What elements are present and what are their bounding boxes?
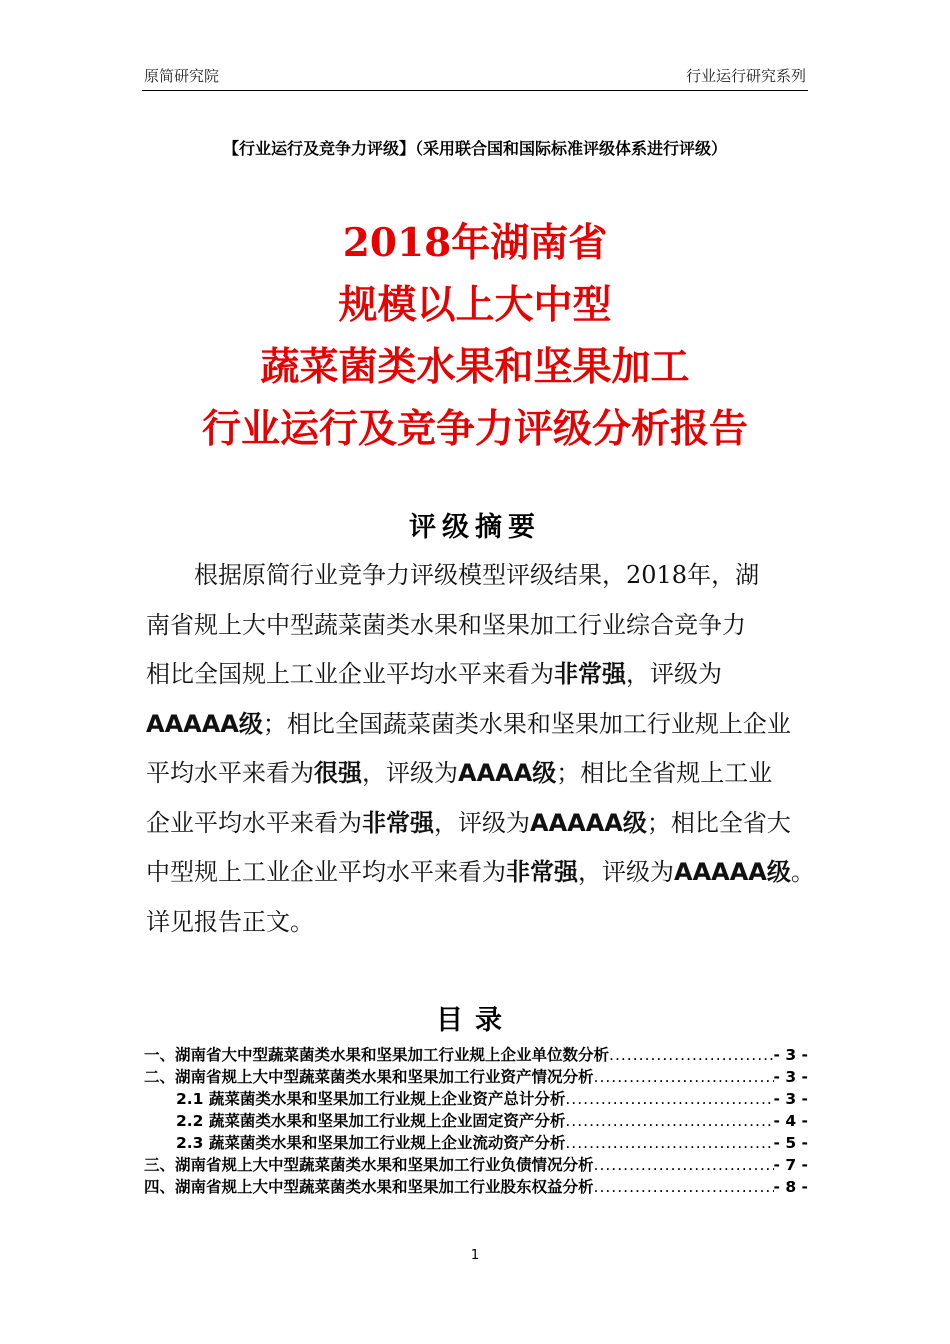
toc-item-title: 四、湖南省规上大中型蔬菜菌类水果和坚果加工行业股东权益分析 [144,1178,594,1196]
toc-leader-dots [594,1154,774,1176]
toc-item-title: 二、湖南省规上大中型蔬菜菌类水果和坚果加工行业资产情况分析 [144,1068,594,1086]
title-line: 蔬菜菌类水果和坚果加工 [260,344,690,390]
toc-item-title: 2.1 蔬菜菌类水果和坚果加工行业规上企业资产总计分析 [176,1090,566,1108]
toc-leader-dots [594,1066,774,1088]
toc-leader-dots [594,1176,774,1198]
summary-line: 根据原简行业竞争力评级模型评级结果，2018年，湖 [194,561,760,589]
toc-item[interactable] [144,1044,808,1066]
summary-line: AAAAA级；相比全国蔬菜菌类水果和坚果加工行业规上企业 [146,709,791,738]
toc-item-page: - 8 - [773,1178,808,1196]
table-of-contents [144,1044,808,1198]
toc-item-page: - 3 - [773,1090,808,1108]
toc-subitem[interactable] [144,1088,808,1110]
toc-item-title: 一、湖南省大中型蔬菜菌类水果和坚果加工行业规上企业单位数分析 [144,1046,610,1064]
page-header [142,62,808,91]
rating-emphasis: 非常强 [506,858,578,886]
summary-line: 企业平均水平来看为非常强，评级为AAAAA级；相比全省大 [146,808,791,837]
summary-heading: 评级摘要 [409,512,541,543]
summary-body [146,551,816,947]
toc-item-page: - 3 - [773,1046,808,1064]
rating-tag-line: 【行业运行及竞争力评级】（采用联合国和国际标准评级体系进行评级） [222,139,727,158]
toc-item-page: - 5 - [773,1134,808,1152]
summary-line: 南省规上大中型蔬菜菌类水果和坚果加工行业综合竞争力 [146,610,746,639]
toc-item[interactable] [144,1066,808,1088]
toc-subitem[interactable] [144,1110,808,1132]
title-line: 2018年湖南省 [342,220,608,266]
header-series-name: 行业运行研究系列 [685,67,806,85]
page-number: 1 [470,1248,480,1263]
toc-item-page: - 7 - [773,1156,808,1174]
title-line: 规模以上大中型 [338,282,612,328]
rating-emphasis: AAAAA级 [674,858,791,886]
rating-emphasis: AAAA级 [458,759,557,787]
toc-subitem[interactable] [144,1132,808,1154]
rating-emphasis: 非常强 [554,660,626,688]
toc-item-title: 2.2 蔬菜菌类水果和坚果加工行业规上企业固定资产分析 [176,1112,566,1130]
summary-line: 相比全国规上工业企业平均水平来看为非常强，评级为 [146,660,722,688]
summary-line: 中型规上工业企业平均水平来看为非常强，评级为AAAAA级。 [146,858,815,886]
title-line: 行业运行及竞争力评级分析报告 [201,406,748,452]
toc-item-page: - 3 - [773,1068,808,1086]
toc-item-page: - 4 - [773,1112,808,1130]
toc-item-title: 2.3 蔬菜菌类水果和坚果加工行业规上企业流动资产分析 [176,1134,566,1152]
toc-item[interactable] [144,1154,808,1176]
rating-emphasis: AAAAA级 [530,808,647,837]
header-org-name: 原简研究院 [144,67,220,85]
summary-line: 详见报告正文。 [146,907,314,936]
report-title [100,212,850,460]
summary-line: 平均水平来看为很强，评级为AAAA级；相比全省规上工业 [146,759,773,787]
toc-item-title: 三、湖南省规上大中型蔬菜菌类水果和坚果加工行业负债情况分析 [144,1156,594,1174]
toc-item[interactable] [144,1176,808,1198]
rating-emphasis: AAAAA级 [146,709,263,738]
toc-leader-dots [565,1110,773,1132]
rating-emphasis: 很强 [314,759,362,787]
toc-leader-dots [609,1044,774,1066]
toc-heading: 目录 [436,1005,514,1036]
toc-leader-dots [565,1088,773,1110]
rating-emphasis: 非常强 [362,808,434,837]
toc-leader-dots [565,1132,773,1154]
